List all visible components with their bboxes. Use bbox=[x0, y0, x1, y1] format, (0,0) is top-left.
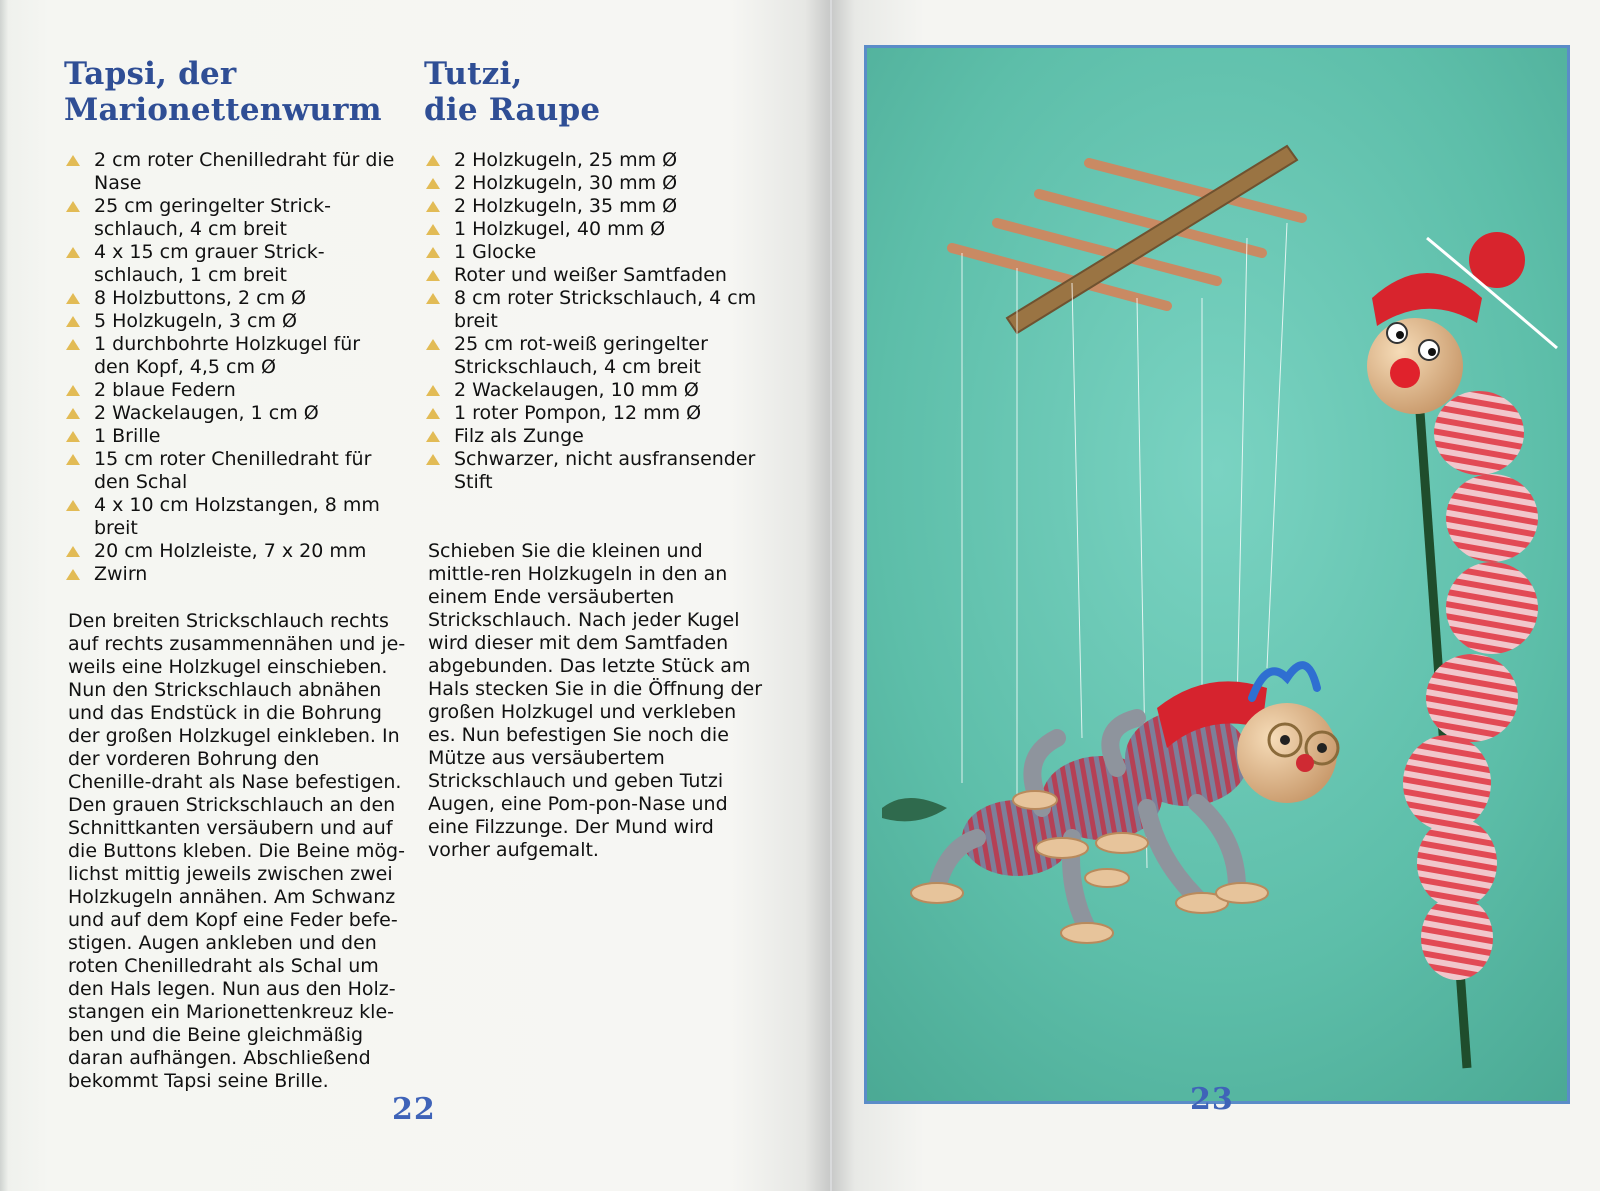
page-number-left: 22 bbox=[392, 1092, 436, 1127]
list-item: 2 Holzkugeln, 35 mm Ø bbox=[426, 195, 776, 218]
list-item: 2 cm roter Chenilledraht für die Nase bbox=[66, 149, 396, 195]
bullet-triangle-icon bbox=[66, 155, 80, 166]
bullet-triangle-icon bbox=[426, 155, 440, 166]
list-item: 20 cm Holzleiste, 7 x 20 mm bbox=[66, 540, 396, 563]
bullet-triangle-icon bbox=[66, 569, 80, 580]
list-item: Zwirn bbox=[66, 563, 396, 586]
bullet-triangle-icon bbox=[66, 293, 80, 304]
bullet-triangle-icon bbox=[66, 339, 80, 350]
list-item: 2 Wackelaugen, 10 mm Ø bbox=[426, 379, 776, 402]
tapsi-instructions: Den breiten Strickschlauch rechts auf rechts zusammennähen und je-weils eine Holzkugel einschieben. Nun den Strickschlauch abnähen und das Endstück in die Bohrung der großen Holzkugel einkleben. In der vorderen Bohrung den Chenille-draht als Nase befestigen. Den grauen Strickschlauch an den Schnittkanten versäubern und auf die Buttons kleben. Die Beine mög-lichst mittig jeweils zwischen zwei Holzkugeln annähen. Am Schwanz und auf dem Kopf eine Feder befe-stigen. Augen ankleben und den roten Chenilledraht als Schal um den Hals legen. Nun aus den Holz-stangen ein Marionettenkreuz kle-ben und die Beine gleichmäßig daran aufhängen. Abschließend bekommt Tapsi seine Brille. bbox=[68, 610, 406, 1092]
photo-illustration bbox=[867, 48, 1567, 1101]
list-item: Roter und weißer Samtfaden bbox=[426, 264, 776, 287]
list-item: 2 Holzkugeln, 25 mm Ø bbox=[426, 149, 776, 172]
list-item: 1 durchbohrte Holzkugel für den Kopf, 4,5 cm Ø bbox=[66, 333, 396, 379]
bullet-triangle-icon bbox=[426, 247, 440, 258]
list-item: 8 cm roter Strickschlauch, 4 cm breit bbox=[426, 287, 776, 333]
list-item: 25 cm rot-weiß geringelter Strickschlauch, 4 cm breit bbox=[426, 333, 776, 379]
list-item: 2 blaue Federn bbox=[66, 379, 396, 402]
tutzi-title-line-1: Tutzi, bbox=[424, 56, 523, 92]
bullet-triangle-icon bbox=[66, 546, 80, 557]
tapsi-title-line-1: Tapsi, der bbox=[64, 56, 237, 92]
list-item: 1 Glocke bbox=[426, 241, 776, 264]
tutzi-title-line-2: die Raupe bbox=[424, 92, 601, 128]
list-item: 5 Holzkugeln, 3 cm Ø bbox=[66, 310, 396, 333]
list-item: 1 Holzkugel, 40 mm Ø bbox=[426, 218, 776, 241]
tutzi-materials-list bbox=[426, 149, 776, 494]
bullet-triangle-icon bbox=[66, 500, 80, 511]
tutzi-title bbox=[424, 56, 600, 128]
tapsi-title-line-2: Marionettenwurm bbox=[64, 92, 382, 128]
tutzi-instructions: Schieben Sie die kleinen und mittle-ren Holzkugeln in den an einem Ende versäuberten Strickschlauch. Nach jeder Kugel wird dieser mit dem Samtfaden abgebunden. Das letzte Stück am Hals stecken Sie in die Öffnung der großen Holzkugel und verkleben es. Nun befestigen Sie noch die Mütze aus versäubertem Strickschlauch und geben Tutzi Augen, eine Pom-pon-Nase und eine Filzzunge. Der Mund wird vorher aufgemalt. bbox=[428, 540, 763, 861]
bullet-triangle-icon bbox=[426, 339, 440, 350]
tapsi-title bbox=[64, 56, 382, 128]
bullet-triangle-icon bbox=[426, 178, 440, 189]
list-item: 2 Holzkugeln, 30 mm Ø bbox=[426, 172, 776, 195]
bullet-triangle-icon bbox=[426, 201, 440, 212]
list-item: Filz als Zunge bbox=[426, 425, 776, 448]
bullet-triangle-icon bbox=[426, 385, 440, 396]
bullet-triangle-icon bbox=[426, 270, 440, 281]
list-item: 1 roter Pompon, 12 mm Ø bbox=[426, 402, 776, 425]
list-item: 4 x 15 cm grauer Strick-schlauch, 1 cm breit bbox=[66, 241, 396, 287]
list-item: Schwarzer, nicht ausfransender Stift bbox=[426, 448, 776, 494]
list-item: 15 cm roter Chenilledraht für den Schal bbox=[66, 448, 396, 494]
bullet-triangle-icon bbox=[426, 454, 440, 465]
marionette-photo bbox=[864, 45, 1570, 1104]
page-number-right: 23 bbox=[1190, 1082, 1234, 1117]
bullet-triangle-icon bbox=[66, 431, 80, 442]
page-edge bbox=[0, 0, 8, 1191]
tapsi-materials-list bbox=[66, 149, 396, 586]
bullet-triangle-icon bbox=[426, 431, 440, 442]
bullet-triangle-icon bbox=[66, 201, 80, 212]
bullet-triangle-icon bbox=[66, 385, 80, 396]
bullet-triangle-icon bbox=[66, 408, 80, 419]
bullet-triangle-icon bbox=[426, 224, 440, 235]
list-item: 2 Wackelaugen, 1 cm Ø bbox=[66, 402, 396, 425]
list-item: 4 x 10 cm Holzstangen, 8 mm breit bbox=[66, 494, 396, 540]
bullet-triangle-icon bbox=[66, 454, 80, 465]
bullet-triangle-icon bbox=[66, 247, 80, 258]
bullet-triangle-icon bbox=[426, 408, 440, 419]
bullet-triangle-icon bbox=[426, 293, 440, 304]
list-item: 8 Holzbuttons, 2 cm Ø bbox=[66, 287, 396, 310]
list-item: 25 cm geringelter Strick-schlauch, 4 cm breit bbox=[66, 195, 396, 241]
list-item: 1 Brille bbox=[66, 425, 396, 448]
bullet-triangle-icon bbox=[66, 316, 80, 327]
